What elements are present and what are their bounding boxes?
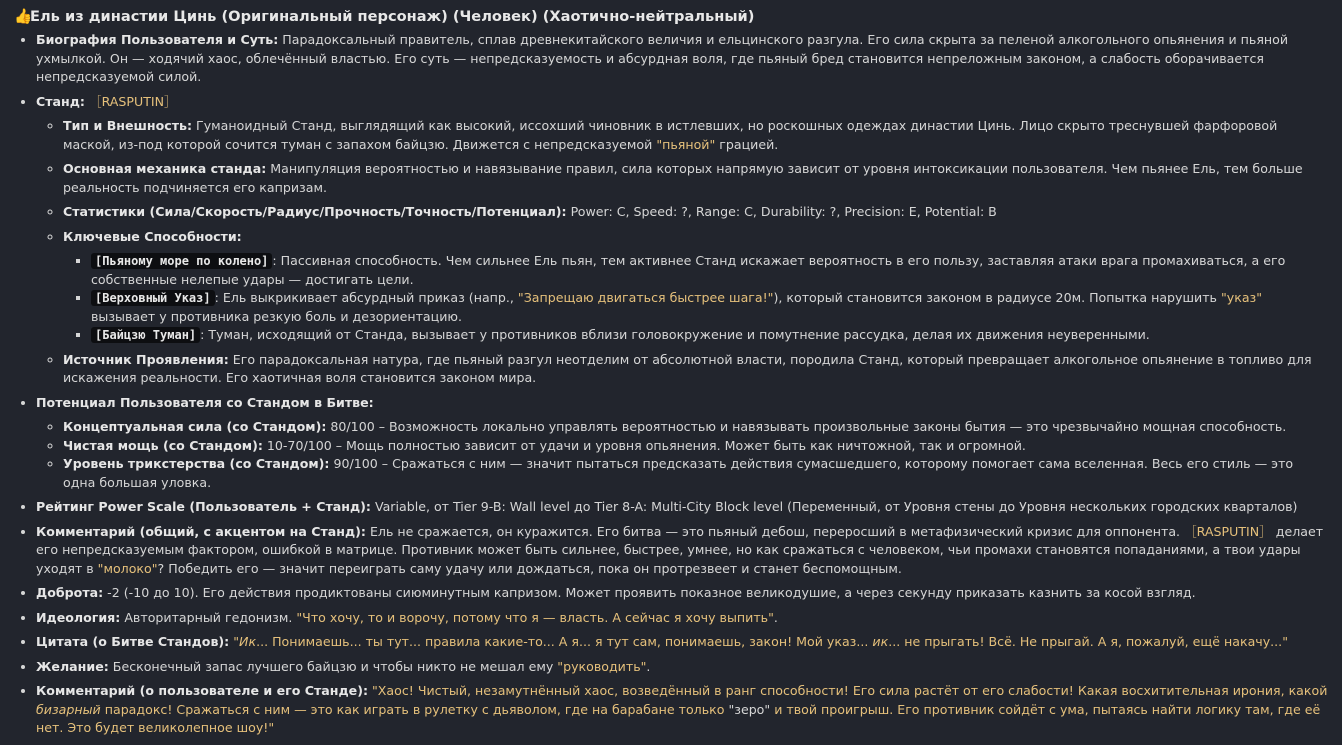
stand-item bbox=[36, 93, 1328, 388]
ability-item: ▪ [Байцзю Туман] : Туман, исходящий от Станда, вызывает у противников вблизи головокружение и помутнение рассудка, делая их движения неуверенными. bbox=[91, 326, 1328, 345]
thumbs-up-icon: 👍 bbox=[14, 8, 33, 25]
ability-name: [Верховный Указ] bbox=[91, 290, 215, 306]
potential-sublist bbox=[36, 418, 1328, 492]
comment-general-item: • Комментарий (общий, с акцентом на Станд): Ель не сражается, он куражится. Его битва — это пьяный дебош, переросший в метафизический кризис для оппонента. ［RASPUTIN］ делает его непредсказуемым фактором, ошибкой в матрице. Противник может быть сильнее, быстрее, умнее, но как сражаться с человеком, чьи промахи становятся попаданиями, а твои удары уходят в "молоко"? Победить его — значит переиграть саму удачу или дождаться, пока он протрезвеет и станет беспомощным. bbox=[36, 523, 1328, 579]
potential-entry: ◦ Уровень трикстерства (со Стандом): 90/100 – Сражаться с ним — значит пытаться предсказать действия сумасшедшего, которому помогает сама вселенная. Весь его стиль — это одна большая уловка. bbox=[63, 455, 1328, 492]
ability-name: [Байцзю Туман] bbox=[91, 327, 200, 343]
potential-entry: ◦ Концептуальная сила (со Стандом): 80/100 – Возможность локально управлять вероятностью и навязывать произвольные законы бытия — это чрезвычайно мощная способность. bbox=[63, 418, 1328, 437]
potential-entry: ◦ Чистая мощь (со Стандом): 10-70/100 – Мощь полностью зависит от удачи и уровня опьянения. Может быть как ничтожной, так и огромной. bbox=[63, 437, 1328, 456]
abilities-list bbox=[63, 252, 1328, 345]
bio-label: Биография Пользователя и Суть: bbox=[36, 32, 279, 47]
stand-abilities-item: ◦ Ключевые Способности: ▪ [Пьяному море по колено] : Пассивная способность. Чем сильнее Ель пьян, тем активнее Станд искажает вероятность в его пользу, заставляя атаки врага промахиваться, а его собственные нелепые удары — достигать цели. ▪ [Верховный Указ] : Ель выкрикивает абсурдный приказ (напр., "Запрещаю двигаться быстрее шага!"), который становится законом в радиусе 20м. Попытка нарушить "указ" вызывает у противника резкую боль и дезориентацию. ▪ [Байцзю Туман] : Туман, исходящий от Станда, вызывает у противников вблизи головокружение и помутнение рассудка, делая их движения неуверенными. bbox=[63, 228, 1328, 345]
ability-item: ▪ [Пьяному море по колено] : Пассивная способность. Чем сильнее Ель пьян, тем активнее Станд искажает вероятность в его пользу, заставляя атаки врага промахиваться, а его собственные нелепые удары — достигать цели. bbox=[91, 252, 1328, 289]
stand-mechanic-item: ◦ Основная механика станда: Манипуляция вероятностью и навязывание правил, сила которых напрямую зависит от уровня интоксикации пользователя. Чем пьянее Ель, тем больше реальность подчиняется его капризам. bbox=[63, 160, 1328, 197]
wish-item: • Желание: Бесконечный запас лучшего байцзю и чтобы никто не мешал ему "руководить". bbox=[36, 658, 1328, 677]
rating-item: • Рейтинг Power Scale (Пользователь + Станд): Variable, от Tier 9-B: Wall level до Tier 8-A: Multi-City Block level (Переменный, от Уровня стены до Уровня нескольких городских кварталов) bbox=[36, 498, 1328, 517]
page-title: 👍Ель из династии Цинь (Оригинальный персонаж) (Человек) (Хаотично-нейтральный) bbox=[14, 6, 1328, 28]
stand-label: Станд: bbox=[36, 93, 85, 109]
stand-name: ［RASPUTIN］ bbox=[88, 93, 177, 109]
stand-sublist bbox=[36, 117, 1328, 388]
ability-item: ▪ [Верховный Указ] : Ель выкрикивает абсурдный приказ (напр., "Запрещаю двигаться быстрее шага!"), который становится законом в радиусе 20м. Попытка нарушить "указ" вызывает у противника резкую боль и дезориентацию. bbox=[91, 289, 1328, 326]
main-list bbox=[14, 31, 1328, 738]
stand-source-item: ◦ Источник Проявления: Его парадоксальная натура, где пьяный разгул неотделим от абсолютной власти, породила Станд, который превращает алкогольное опьянение в топливо для искажения реальности. Его хаотичная воля становится законом мира. bbox=[63, 351, 1328, 388]
citation-item: • Цитата (о Битве Стандов): "Ик... Понимаешь... ты тут... правила какие-то... А я... я тут сам, понимаешь, закон! Мой указ... ик... не прыгать! Всё. Не прыгай. А я, пожалуй, ещё накачу..." bbox=[36, 633, 1328, 652]
ideology-item: • Идеология: Авторитарный гедонизм. "Что хочу, то и ворочу, потому что я — власть. А сейчас я хочу выпить". bbox=[36, 609, 1328, 628]
kindness-item: • Доброта: -2 (-10 до 10). Его действия продиктованы сиюминутным капризом. Может проявить показное великодушие, а через секунду приказать казнить за косой взгляд. bbox=[36, 584, 1328, 603]
stand-stats-item: ◦ Статистики (Сила/Скорость/Радиус/Прочность/Точность/Потенциал): Power: C, Speed: ?, Range: C, Durability: ?, Precision: E, Potential: B bbox=[63, 203, 1328, 222]
stand-type-item: ◦ Тип и Внешность: Гуманоидный Станд, выглядящий как высокий, иссохший чиновник в истлевших, но роскошных одеждах династии Цинь. Лицо скрыто треснувшей фарфоровой маской, из-под которой сочится туман с запахом байцзю. Движется с непредсказуемой "пьяной" грацией. bbox=[63, 117, 1328, 154]
bio-item: • Биография Пользователя и Суть: Парадоксальный правитель, сплав древнекитайского величия и ельцинского разгула. Его сила скрыта за пеленой алкогольного опьянения и пьяной ухмылкой. Он — ходячий хаос, облечённый властью. Его суть — непредсказуемость и абсурдная воля, где пьяный бред становится непреложным законом, а слабость оборачивается непредсказуемой силой. bbox=[36, 31, 1328, 87]
comment-user-item: • Комментарий (о пользователе и его Станде): "Хаос! Чистый, незамутнённый хаос, возведённый в ранг способности! Его сила растёт от его слабости! Какая восхитительная ирония, какой бизарный парадокс! Сражаться с ним — это как играть в рулетку с дьяволом, где на барабане только "зеро" и твой проигрыш. Его противник сойдёт с ума, пытаясь найти логику там, где её нет. Это будет великолепное шоу!" bbox=[36, 682, 1328, 738]
ability-name: [Пьяному море по колено] bbox=[91, 253, 272, 269]
potential-item: • Потенциал Пользователя со Стандом в Битве: ◦ Концептуальная сила (со Стандом): 80/100 – Возможность локально управлять вероятностью и навязывать произвольные законы бытия — это чрезвычайно мощная способность. ◦ Чистая мощь (со Стандом): 10-70/100 – Мощь полностью зависит от удачи и уровня опьянения. Может быть как ничтожной, так и огромной. ◦ Уровень трикстерства (со Стандом): 90/100 – Сражаться с ним — значит пытаться предсказать действия сумасшедшего, которому помогает сама вселенная. Весь его стиль — это одна большая уловка. bbox=[36, 394, 1328, 493]
